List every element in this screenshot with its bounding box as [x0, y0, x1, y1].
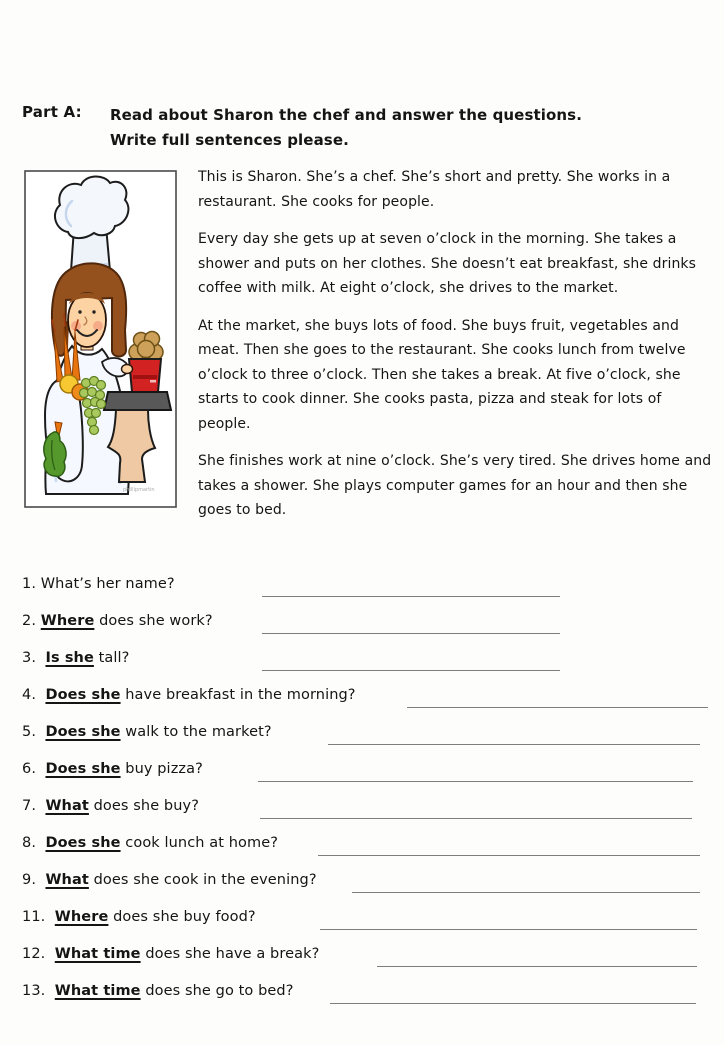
chef-illustration [24, 170, 177, 508]
question-text: 3. Is she tall? [22, 650, 130, 666]
question-row-2 [22, 611, 716, 648]
part-label: Part A: [22, 103, 82, 121]
passage-paragraph-2: Every day she gets up at seven o’clock in the morning. She takes a shower and puts on her clothes. She doesn’t eat breakfast, she drinks coffee with milk. At eight o’clock, she drives to the market. [198, 231, 697, 296]
answer-line[interactable] [260, 817, 692, 819]
answer-line[interactable] [262, 669, 560, 671]
reading-passage [198, 165, 716, 536]
question-text: 2. Where does she work? [22, 613, 213, 629]
question-row-1 [22, 574, 716, 611]
question-text: 1. What’s her name? [22, 576, 175, 592]
worksheet-instructions [110, 103, 582, 153]
question-text: 13. What time does she go to bed? [22, 983, 294, 999]
question-text: 5. Does she walk to the market? [22, 724, 272, 740]
question-row-8 [22, 833, 716, 870]
question-row-3 [22, 648, 716, 685]
answer-line[interactable] [377, 965, 697, 967]
counter-top [104, 392, 171, 410]
question-text: 9. What does she cook in the evening? [22, 872, 317, 888]
cheek-right [93, 321, 103, 331]
question-text: 12. What time does she have a break? [22, 946, 320, 962]
passage-paragraph-1: This is Sharon. She’s a chef. She’s short and pretty. She works in a restaurant. She cooks for people. [198, 169, 671, 210]
artist-watermark: phillipmartin [123, 487, 155, 493]
question-text: 6. Does she buy pizza? [22, 761, 203, 777]
answer-line[interactable] [407, 706, 708, 708]
question-row-5 [22, 722, 716, 759]
answer-line[interactable] [262, 632, 560, 634]
passage-paragraph-3: At the market, she buys lots of food. She buys fruit, vegetables and meat. Then she goes to the restaurant. She cooks lunch from twelve o’clock to three o’clock. Then she takes a break. At five o’clock, she starts to cook dinner. She cooks pasta, pizza and steak for lots of people. [198, 317, 686, 432]
answer-line[interactable] [328, 743, 700, 745]
instruction-line-2: Write full sentences please. [110, 131, 349, 149]
chef-clipart-icon [24, 170, 177, 508]
answer-line[interactable] [258, 780, 693, 782]
question-row-9 [22, 870, 716, 907]
passage-paragraph-4: She finishes work at nine o’clock. She’s very tired. She drives home and takes a shower. She plays computer games for an hour and then she goes to bed. [198, 453, 712, 518]
question-text: 11. Where does she buy food? [22, 909, 256, 925]
answer-line[interactable] [330, 1002, 696, 1004]
question-text: 4. Does she have breakfast in the morning? [22, 687, 356, 703]
instruction-line-1: Read about Sharon the chef and answer the questions. [110, 106, 583, 124]
answer-line[interactable] [262, 595, 560, 597]
answer-line[interactable] [320, 928, 697, 930]
question-row-7 [22, 796, 716, 833]
bread-bucket [129, 332, 163, 393]
question-row-13 [22, 981, 716, 1018]
answer-line[interactable] [352, 891, 700, 893]
question-row-4 [22, 685, 716, 722]
question-row-12 [22, 944, 716, 981]
question-text: 8. Does she cook lunch at home? [22, 835, 279, 851]
answer-line[interactable] [318, 854, 700, 856]
question-row-6 [22, 759, 716, 796]
question-text: 7. What does she buy? [22, 798, 200, 814]
question-row-11 [22, 907, 716, 944]
